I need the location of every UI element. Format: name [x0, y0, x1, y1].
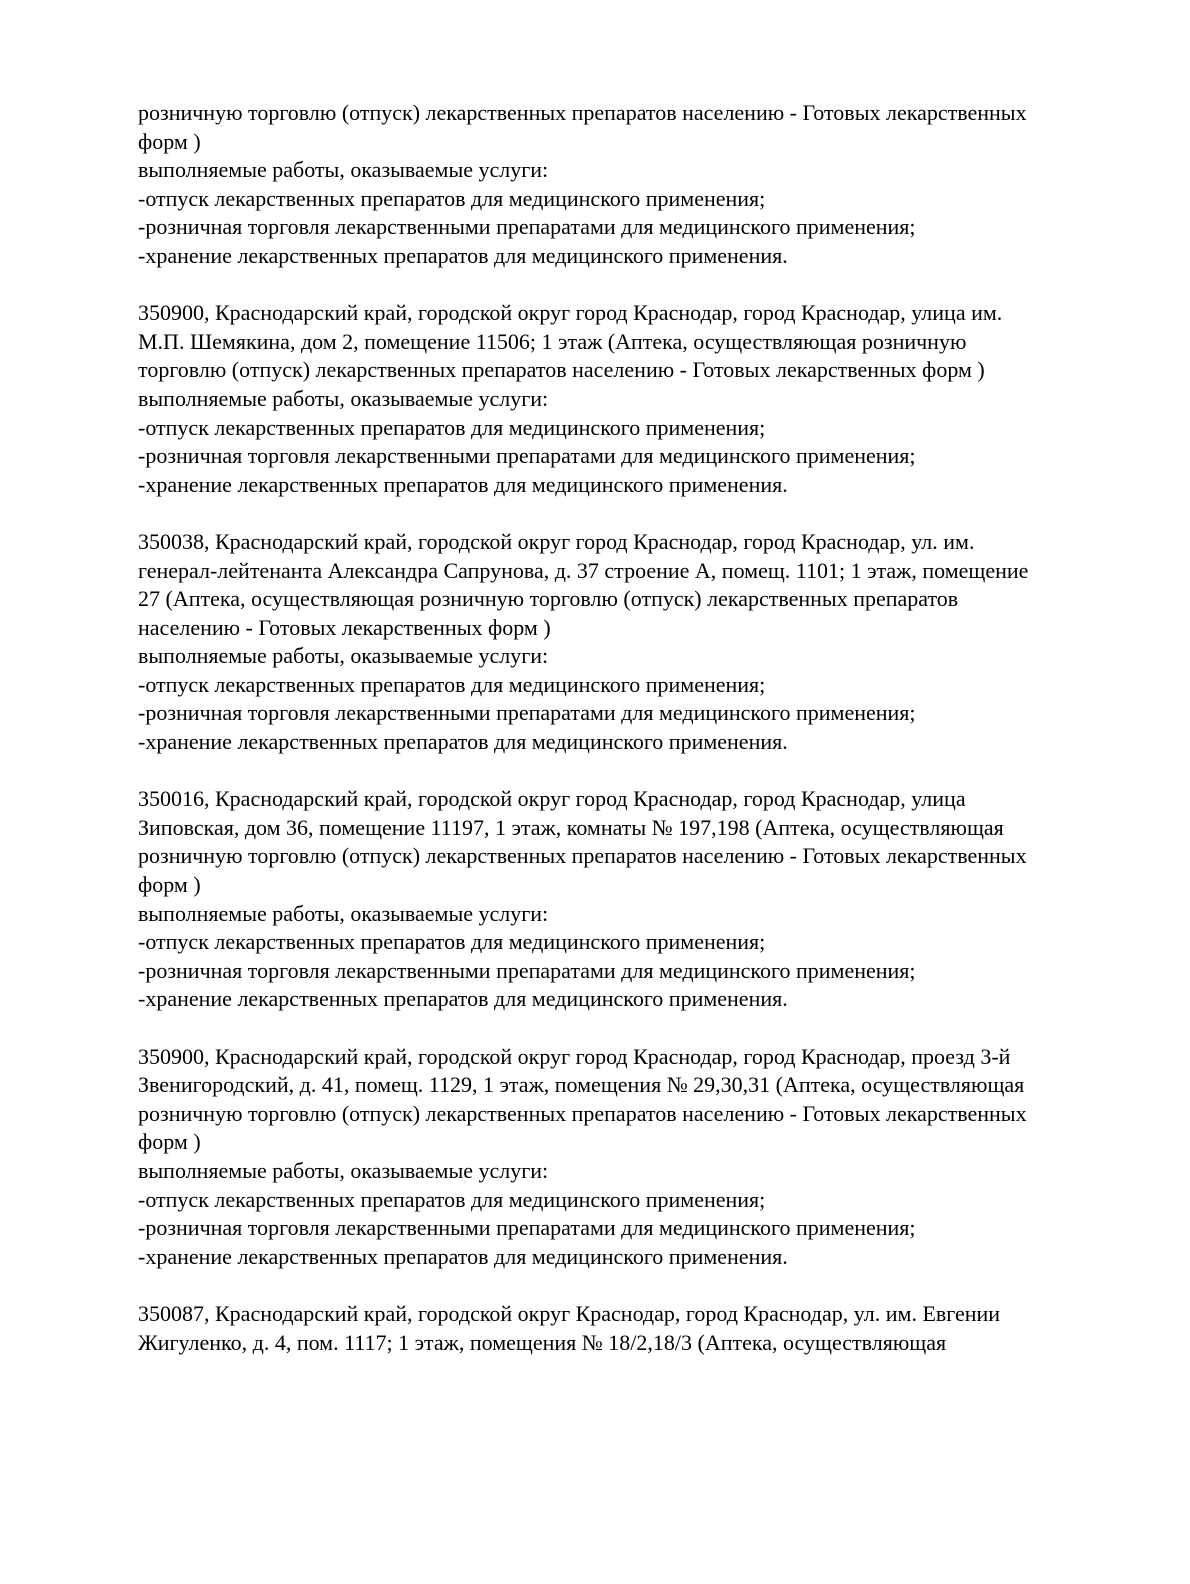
pharmacy-entry — [138, 1043, 1108, 1272]
service-item: -розничная торговля лекарственными препаратами для медицинского применения; — [138, 214, 916, 240]
service-item: -розничная торговля лекарственными препаратами для медицинского применения; — [138, 443, 916, 469]
services-heading: выполняемые работы, оказываемые услуги: — [138, 900, 549, 926]
entry-text-line: розничную торговлю (отпуск) лекарственных препаратов населению - Готовых лекарственных — [138, 100, 1027, 125]
address-line: 27 (Аптека, осуществляющая розничную торговлю (отпуск) лекарственных препаратов — [138, 586, 959, 612]
address-line: населению - Готовых лекарственных форм ) — [138, 614, 551, 640]
entry-text-line: форм ) — [138, 128, 201, 154]
address-line: форм ) — [138, 1129, 201, 1155]
service-item: -хранение лекарственных препаратов для медицинского применения. — [138, 1243, 788, 1269]
services-heading: выполняемые работы, оказываемые услуги: — [138, 643, 549, 669]
address-line: 350900, Краснодарский край, городской округ город Краснодар, город Краснодар, улица им. — [138, 300, 1003, 326]
service-item: -отпуск лекарственных препаратов для медицинского применения; — [138, 929, 766, 955]
services-heading: выполняемые работы, оказываемые услуги: — [138, 157, 549, 183]
paragraph-gap — [138, 1014, 1108, 1043]
services-heading: выполняемые работы, оказываемые услуги: — [138, 1157, 549, 1183]
address-line: форм ) — [138, 872, 201, 898]
service-item: -розничная торговля лекарственными препаратами для медицинского применения; — [138, 1215, 916, 1241]
address-line: 350016, Краснодарский край, городской округ город Краснодар, город Краснодар, улица — [138, 786, 966, 812]
address-line: М.П. Шемякина, дом 2, помещение 11506; 1 этаж (Аптека, осуществляющая розничную — [138, 328, 967, 354]
paragraph-gap — [138, 757, 1108, 786]
service-item: -отпуск лекарственных препаратов для медицинского применения; — [138, 185, 766, 211]
service-item: -розничная торговля лекарственными препаратами для медицинского применения; — [138, 700, 916, 726]
address-line: Жигуленко, д. 4, пом. 1117; 1 этаж, помещения № 18/2,18/3 (Аптека, осуществляющая — [138, 1329, 947, 1355]
paragraph-gap — [138, 1271, 1108, 1300]
address-line: розничную торговлю (отпуск) лекарственных препаратов населению - Готовых лекарственных — [138, 843, 1027, 869]
pharmacy-entry — [138, 1300, 1108, 1357]
paragraph-gap — [138, 271, 1108, 300]
address-line: Звенигородский, д. 41, помещ. 1129, 1 этаж, помещения № 29,30,31 (Аптека, осуществляющая — [138, 1072, 1025, 1098]
pharmacy-entry — [138, 299, 1108, 499]
pharmacy-entry — [138, 785, 1108, 1014]
service-item: -хранение лекарственных препаратов для медицинского применения. — [138, 986, 788, 1012]
address-line: 350087, Краснодарский край, городской округ Краснодар, город Краснодар, ул. им. Евгении — [138, 1300, 1001, 1326]
pharmacy-entry — [138, 528, 1108, 757]
service-item: -отпуск лекарственных препаратов для медицинского применения; — [138, 1186, 766, 1212]
service-item: -отпуск лекарственных препаратов для медицинского применения; — [138, 414, 766, 440]
document-page — [138, 99, 1108, 1357]
services-heading: выполняемые работы, оказываемые услуги: — [138, 385, 549, 411]
paragraph-gap — [138, 499, 1108, 528]
service-item: -отпуск лекарственных препаратов для медицинского применения; — [138, 671, 766, 697]
service-item: -хранение лекарственных препаратов для медицинского применения. — [138, 471, 788, 497]
address-line: 350038, Краснодарский край, городской округ город Краснодар, город Краснодар, ул. им. — [138, 528, 975, 554]
service-item: -хранение лекарственных препаратов для медицинского применения. — [138, 242, 788, 268]
address-line: торговлю (отпуск) лекарственных препаратов населению - Готовых лекарственных форм ) — [138, 357, 985, 383]
address-line: генерал-лейтенанта Александра Сапрунова, д. 37 строение А, помещ. 1101; 1 этаж, помещение — [138, 557, 1029, 583]
address-line: розничную торговлю (отпуск) лекарственных препаратов населению - Готовых лекарственных — [138, 1100, 1027, 1126]
service-item: -хранение лекарственных препаратов для медицинского применения. — [138, 729, 788, 755]
pharmacy-entry-continuation — [138, 99, 1108, 271]
address-line: 350900, Краснодарский край, городской округ город Краснодар, город Краснодар, проезд 3-й — [138, 1043, 1011, 1069]
service-item: -розничная торговля лекарственными препаратами для медицинского применения; — [138, 957, 916, 983]
address-line: Зиповская, дом 36, помещение 11197, 1 этаж, комнаты № 197,198 (Аптека, осуществляющая — [138, 814, 1004, 840]
